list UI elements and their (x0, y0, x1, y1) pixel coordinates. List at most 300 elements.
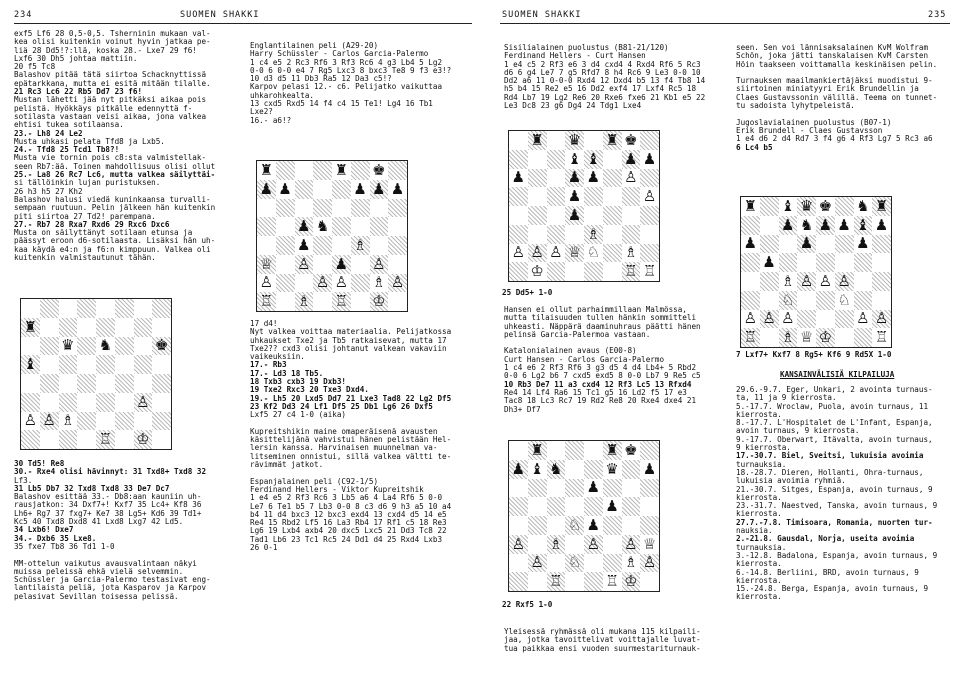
text-line: tu sadoista lyhytpeleistä. (736, 101, 855, 111)
calendar-title: KANSAINVÄLISIÄ KILPAILUJA (780, 370, 895, 379)
text-line: rausjatkon: 34 Dxf7+! Kxf7 35 Lc4+ Kf8 36 (14, 500, 202, 510)
chess-piece-icon: ♟ (856, 234, 870, 253)
board-square (77, 355, 96, 374)
board-square (835, 253, 854, 272)
text-line: 21.-30.7. Sitges, Espanja, avoin turnaus, 9 (736, 484, 933, 494)
board-square (584, 535, 603, 554)
chess-piece-icon: ♟ (297, 236, 311, 254)
board-square (835, 310, 854, 329)
left-header (0, 10, 480, 24)
board-square (152, 412, 171, 431)
chess-piece-icon: ♖ (642, 262, 657, 281)
board-square (565, 150, 584, 169)
board-square (760, 253, 779, 272)
chess-piece-icon: ♟ (642, 149, 657, 168)
text-line: 23.- Lh8 24 Le2 (14, 128, 83, 138)
text-line: h5 b4 15 Re2 e5 16 Dd2 exf4 17 Lxf4 Rc5 18 (504, 84, 697, 94)
chess-piece-icon: ♙ (136, 392, 150, 411)
board-square (797, 216, 816, 235)
board-square (115, 318, 134, 337)
text-line: tua paikkaa ensi vuoden suurmestariturnauk- (504, 643, 701, 653)
text-line: 16.- a6!? (250, 115, 292, 125)
text-line: 24.- Tfd8 25 Tcd1 Tb8?! (14, 145, 120, 155)
chess-piece-icon: ♖ (624, 262, 638, 281)
board-square (388, 199, 407, 218)
text-line: kea olisi kuitenkin voinut hyvin jatkaa pe- (14, 37, 211, 47)
board-square (152, 337, 171, 356)
board-square (872, 197, 891, 216)
board-square (547, 460, 566, 479)
chess-piece-icon: ♛ (605, 459, 619, 478)
chess-piece-icon: ♖ (605, 572, 619, 591)
board-square (528, 187, 547, 206)
chess-piece-icon: ♙ (818, 272, 833, 290)
board-square (332, 180, 351, 199)
text-line: Kc5 40 Txd8 Dxd8 41 Lxd8 Lxg7 42 Ld5. (14, 517, 184, 527)
board-square (21, 430, 40, 449)
board-square (565, 262, 584, 281)
board-square (96, 318, 115, 337)
text-line: litseminen onnistui, sillä valkea vältti te- (250, 451, 452, 461)
board-square (640, 169, 659, 188)
text-line: 27.- Rb7 28 Rxa7 Rxd6 29 Rxc6 Dxc6 (14, 219, 170, 229)
board-square (584, 131, 603, 150)
board-square (351, 236, 370, 255)
board-square (741, 291, 760, 310)
board-square (77, 430, 96, 449)
text-line: 23 Kf2 Dd3 24 Lf1 Df5 25 Db1 Lg6 26 Dxf5 (250, 401, 433, 411)
board-square (40, 355, 59, 374)
text-line: Lxe2? (250, 107, 273, 117)
board-square (760, 272, 779, 291)
board-square (640, 554, 659, 573)
board-square (295, 217, 314, 236)
board-square (313, 274, 332, 293)
board-square (584, 206, 603, 225)
board-square (21, 337, 40, 356)
text-line: 30.- Rxe4 olisi hävinnyt: 31 Txd8+ Txd8 32 (14, 467, 207, 477)
page-number-left: 234 (14, 10, 33, 20)
board-square (565, 497, 584, 516)
chess-piece-icon: ♙ (23, 411, 38, 430)
text-line: seen Rb7:ää. Toinen mahdollisuus olisi ollut (14, 161, 216, 171)
board-square (816, 272, 835, 291)
board-square (77, 393, 96, 412)
chess-piece-icon: ♜ (23, 317, 38, 336)
board-square (547, 131, 566, 150)
chess-piece-icon: ♟ (642, 459, 657, 478)
board-square (528, 206, 547, 225)
board-square (816, 310, 835, 329)
text-line: Tac8 18 Lc3 Rc7 19 Rd2 Re8 20 Rxe4 dxe4 21 (504, 396, 697, 406)
board-square (584, 554, 603, 573)
chess-piece-icon: ♜ (605, 131, 619, 149)
text-line: kierrosta. (736, 575, 782, 585)
board-square (854, 272, 873, 291)
board-square (854, 216, 873, 235)
board-square (115, 430, 134, 449)
text-line: 15.-24.8. Berga, Espanja, avoin turnaus, 9 (736, 584, 929, 594)
text-line: Balashov esittää 33.- Db8:aan kauniin uh- (14, 492, 202, 502)
board-square (547, 441, 566, 460)
board-square (276, 255, 295, 274)
chess-piece-icon: ♝ (586, 149, 601, 168)
text-line: 17.- Ld3 18 Tb5. (250, 368, 324, 378)
board-square (640, 460, 659, 479)
chess-piece-icon: ♚ (624, 131, 638, 149)
board-square (584, 244, 603, 263)
board-square (21, 318, 40, 337)
board-square (622, 169, 641, 188)
board-square (59, 430, 78, 449)
text-line: 19.- Lh5 20 Lxd5 Dd7 21 Lxe3 Tad8 22 Lg2 Df5 (250, 393, 452, 403)
board-square (134, 299, 153, 318)
chess-piece-icon: ♗ (297, 292, 311, 311)
chess-piece-icon: ♜ (605, 441, 619, 459)
board-square (115, 412, 134, 431)
chess-piece-icon: ♟ (624, 149, 638, 168)
board-square (854, 291, 873, 310)
board-square (528, 479, 547, 498)
chess-piece-icon: ♟ (567, 168, 582, 187)
board-square (276, 274, 295, 293)
text-line: jaa, jotka tavoittelivat voittajalle luvat- (504, 635, 701, 645)
text-line: 5.-17.7. Wroclaw, Puola, avoin turnaus, 11 (736, 401, 929, 411)
chess-piece-icon: ♖ (259, 292, 274, 311)
right-header (480, 10, 960, 24)
left-column-2-bottom (250, 320, 472, 552)
text-line: lukuisia avoimia ryhmiä. (736, 476, 846, 486)
board-square (59, 393, 78, 412)
chess-piece-icon: ♗ (586, 224, 601, 243)
chess-piece-icon: ♙ (781, 309, 795, 328)
text-line: Yleisessä ryhmässä oli mukana 115 kilpaili- (504, 627, 701, 636)
text-line: Dh3+ Df7 (504, 404, 541, 414)
chess-piece-icon: ♟ (511, 459, 526, 478)
chess-piece-icon: ♘ (567, 516, 582, 534)
chess-piece-icon: ♟ (799, 234, 814, 253)
chess-piece-icon: ♕ (799, 328, 814, 347)
board-square (565, 460, 584, 479)
board-square (872, 310, 891, 329)
text-line: pelistä. Hyökkäys pitkälle edennyttä f- (14, 103, 193, 113)
board-square (295, 274, 314, 293)
board-square (351, 274, 370, 293)
chess-piece-icon: ♟ (837, 215, 851, 234)
board-square (40, 318, 59, 337)
chess-piece-icon: ♟ (743, 234, 758, 253)
board-square (547, 572, 566, 591)
text-line: pelinsä Garcia-Palermoa vastaan. (504, 329, 651, 339)
chess-piece-icon: ♜ (530, 131, 544, 149)
board-square (40, 393, 59, 412)
board-square (640, 150, 659, 169)
chess-piece-icon: ♘ (586, 243, 601, 262)
board-square (622, 244, 641, 263)
board-square (816, 291, 835, 310)
board-square (295, 199, 314, 218)
chess-diagram-5 (740, 196, 892, 348)
board-square (152, 318, 171, 337)
chess-piece-icon: ♝ (530, 459, 544, 478)
board-square (257, 199, 276, 218)
board-square (640, 441, 659, 460)
text-line: 6 Lc4 b5 (736, 142, 773, 152)
board-square (509, 262, 528, 281)
board-square (21, 299, 40, 318)
text-line: 0-0 6 Lg2 b6 7 cxd5 exd5 8 0-0 Lb7 9 Re5 c5 (504, 371, 701, 381)
text-line: sotilasta vastaan veisi aikaa, jona valkea (14, 111, 207, 121)
board-square (528, 244, 547, 263)
text-line: Musta on säilyttänyt sotilaan etunsa ja (14, 228, 193, 238)
board-square (779, 272, 798, 291)
text-line: mutta tilaisuuden tullen hänkin sommitteli (504, 313, 697, 323)
board-square (115, 374, 134, 393)
board-square (509, 479, 528, 498)
chess-piece-icon: ♞ (549, 459, 563, 478)
board-square (509, 169, 528, 188)
board-square (565, 516, 584, 535)
text-line: Balashov halusi viedä kuninkaansa turvalli- (14, 194, 211, 204)
board-square (388, 292, 407, 311)
text-line: ta, 11 ja 9 kierrosta. (736, 393, 837, 403)
board-square (741, 253, 760, 272)
board-square (96, 337, 115, 356)
board-square (584, 479, 603, 498)
text-line: Rd4 Lb7 19 Lg2 Re6 20 Rxe6 fxe6 21 Kb1 e5 22 (504, 92, 706, 102)
text-line: turnauksia. (736, 542, 787, 552)
board-square (779, 216, 798, 235)
text-line: Tad1 Lb6 23 Tc1 Rc5 24 Dd1 d4 25 Rxd4 Lxb3 (250, 534, 443, 544)
text-line: Mustan lähetti jää nyt pitkäksi aikaa pois (14, 95, 207, 105)
chess-piece-icon: ♔ (372, 292, 386, 311)
board-square (388, 161, 407, 180)
board-square (509, 516, 528, 535)
board-square (760, 216, 779, 235)
board-square (565, 572, 584, 591)
tournament-calendar (736, 386, 950, 602)
text-line: Turnauksen maailmankiertäjäksi muodistui 9- (736, 76, 933, 86)
board-square (528, 535, 547, 554)
text-line: exf5 Lf6 28 0,5-0,5. Tsherninin mukaan val- (14, 29, 211, 38)
board-square (547, 262, 566, 281)
chess-piece-icon: ♞ (856, 197, 870, 215)
board-square (21, 393, 40, 412)
board-square (603, 225, 622, 244)
board-square (351, 180, 370, 199)
chess-diagram-1 (20, 298, 172, 450)
text-line: 23.-31.7. Naestved, Tanska, avoin turnaus, 9 (736, 501, 938, 511)
text-line: uhkaukset Txe2 ja Tb5 ratkaisevat, mutta 17 (250, 335, 447, 345)
text-line: 27.7.-7.8. Timisoara, Romania, nuorten tur- (736, 517, 933, 527)
text-line: turnauksia. (736, 459, 787, 469)
board-square (96, 430, 115, 449)
board-square (370, 161, 389, 180)
chess-piece-icon: ♔ (530, 262, 544, 281)
board-square (370, 217, 389, 236)
chess-piece-icon: ♙ (837, 272, 851, 290)
board-square (115, 337, 134, 356)
board-square (351, 199, 370, 218)
board-square (565, 535, 584, 554)
board-square (835, 216, 854, 235)
chess-piece-icon: ♟ (390, 179, 405, 198)
board-square (547, 169, 566, 188)
board-square (797, 197, 816, 216)
board-square (547, 244, 566, 263)
text-line: epätarkkana, mutta ei esitä mitään tilalle. (14, 78, 211, 88)
board-square (313, 161, 332, 180)
board-square (528, 572, 547, 591)
chess-piece-icon: ♔ (136, 430, 150, 449)
board-square (565, 206, 584, 225)
board-square (332, 292, 351, 311)
board-square (370, 255, 389, 274)
board-square (584, 497, 603, 516)
board-square (603, 150, 622, 169)
board-square (59, 318, 78, 337)
board-square (77, 412, 96, 431)
text-line: 1 e4 e5 2 Rf3 Rc6 3 Lb5 a6 4 La4 Rf6 5 0-0 (250, 493, 443, 503)
board-square (565, 187, 584, 206)
text-line: 10 d3 d5 11 Db3 Ra5 12 Da3 c5!? (250, 74, 392, 84)
board-square (388, 180, 407, 199)
text-line: Lxf5 27 c4 1-0 (aika) (250, 410, 347, 420)
chess-piece-icon: ♙ (530, 243, 544, 262)
running-head-right: SUOMEN SHAKKI (502, 10, 582, 20)
right-column-1-top (504, 44, 718, 110)
board-square (760, 235, 779, 254)
board-square (509, 187, 528, 206)
board-square (741, 235, 760, 254)
board-square (760, 291, 779, 310)
chess-piece-icon: ♗ (624, 243, 638, 262)
chess-piece-icon: ♝ (23, 355, 38, 374)
board-square (779, 197, 798, 216)
board-square (528, 516, 547, 535)
chess-piece-icon: ♕ (567, 243, 582, 262)
board-square (741, 216, 760, 235)
board-square (547, 225, 566, 244)
board-square (547, 497, 566, 516)
text-line: 6.-14.8. Berliini, BRD, avoin turnaus, 9 (736, 567, 919, 577)
chess-piece-icon: ♗ (781, 272, 795, 290)
text-line: 18 Txb3 cxb3 19 Dxb3! (250, 377, 347, 387)
board-square (640, 572, 659, 591)
board-square (547, 150, 566, 169)
board-square (565, 244, 584, 263)
board-square (854, 310, 873, 329)
board-square (152, 374, 171, 393)
board-square (313, 255, 332, 274)
chess-piece-icon: ♗ (372, 273, 386, 292)
text-line: kierrosta. (736, 492, 782, 502)
board-square (21, 412, 40, 431)
text-line: Kupreitshikin maine omaperäisenä avausten (250, 426, 438, 436)
board-square (370, 199, 389, 218)
text-line: kierrosta. (736, 509, 782, 519)
chess-piece-icon: ♜ (259, 161, 274, 179)
board-square (640, 497, 659, 516)
chess-piece-icon: ♟ (762, 253, 776, 272)
board-square (332, 255, 351, 274)
board-square (547, 187, 566, 206)
chess-piece-icon: ♞ (315, 217, 330, 236)
board-square (295, 255, 314, 274)
header-rule (14, 23, 472, 24)
chess-piece-icon: ♟ (586, 478, 601, 497)
chess-piece-icon: ♝ (856, 215, 870, 234)
text-line: Höin taakseen voittamalla keskinäisen pelin. (736, 59, 938, 69)
board-square (96, 355, 115, 374)
text-line: Sisilialainen puolustus (B81-21/120) (504, 43, 669, 52)
chess-piece-icon: ♚ (624, 441, 638, 459)
board-square (603, 479, 622, 498)
chess-piece-icon: ♙ (549, 243, 563, 262)
board-square (622, 460, 641, 479)
board-square (640, 131, 659, 150)
chess-piece-icon: ♙ (874, 309, 889, 328)
board-square (257, 180, 276, 199)
board-square (313, 217, 332, 236)
chess-piece-icon: ♙ (586, 534, 601, 553)
text-line: avoin turnaus, 9 kierrosta. (736, 426, 860, 436)
text-line: 31 Lb5 Db7 32 Txd8 Txd8 33 De7 Dc7 (14, 483, 170, 493)
text-line: 25.- La8 26 Rc7 Lc6, mutta valkea säilyttäi- (14, 170, 216, 180)
text-line: Jugoslavialainen puolustus (B07-1) (736, 117, 892, 127)
text-line: päässyt eroon d6-sotilaasta. Lisäksi hän uh- (14, 236, 216, 246)
board-square (603, 131, 622, 150)
board-square (115, 393, 134, 412)
board-square (547, 554, 566, 573)
text-line: kierrosta. (736, 592, 782, 602)
board-square (40, 412, 59, 431)
chess-piece-icon: ♟ (259, 179, 274, 198)
board-square (816, 197, 835, 216)
text-line: d6 6 g4 Le7 7 g5 Rfd7 8 h4 Rc6 9 Le3 0-0 10 (504, 67, 701, 77)
board-square (77, 318, 96, 337)
board-square (816, 328, 835, 347)
chess-piece-icon: ♙ (511, 243, 526, 262)
board-square (134, 412, 153, 431)
board-square (59, 412, 78, 431)
text-line: 34 Lxb6! Dxe7 (14, 525, 74, 535)
board-square (547, 479, 566, 498)
board-square (835, 272, 854, 291)
board-square (528, 150, 547, 169)
text-line: 17 d4! (250, 319, 278, 328)
board-square (816, 216, 835, 235)
text-line: 13 cxd5 Rxd5 14 f4 c4 15 Te1! Lg4 16 Tb1 (250, 99, 433, 109)
board-square (295, 161, 314, 180)
board-square (40, 299, 59, 318)
chess-piece-icon: ♟ (297, 217, 311, 236)
text-line: pelasivat Sevillan toisessa pelissä. (14, 591, 179, 601)
text-line: Claes Gustavssonin välillä. Teema on tunnet- (736, 92, 938, 102)
chess-diagram-2 (256, 160, 408, 312)
chess-piece-icon: ♜ (874, 197, 889, 215)
chess-piece-icon: ♙ (799, 272, 814, 290)
chess-piece-icon: ♙ (624, 534, 638, 553)
board-square (622, 535, 641, 554)
text-line: 29.6.-9.7. Eger, Unkari, 2 avointa turnaus- (736, 385, 933, 394)
text-line: Karpov pelasi 12.- c6. Pelijatko vaikuttaa (250, 82, 443, 92)
board-square (622, 516, 641, 535)
diagram-4-caption: 22 Rxf5 1-0 (502, 600, 553, 609)
board-square (332, 161, 351, 180)
text-line: Harry Schüssler - Carlos Garcia-Palermo (250, 49, 429, 59)
board-square (584, 187, 603, 206)
